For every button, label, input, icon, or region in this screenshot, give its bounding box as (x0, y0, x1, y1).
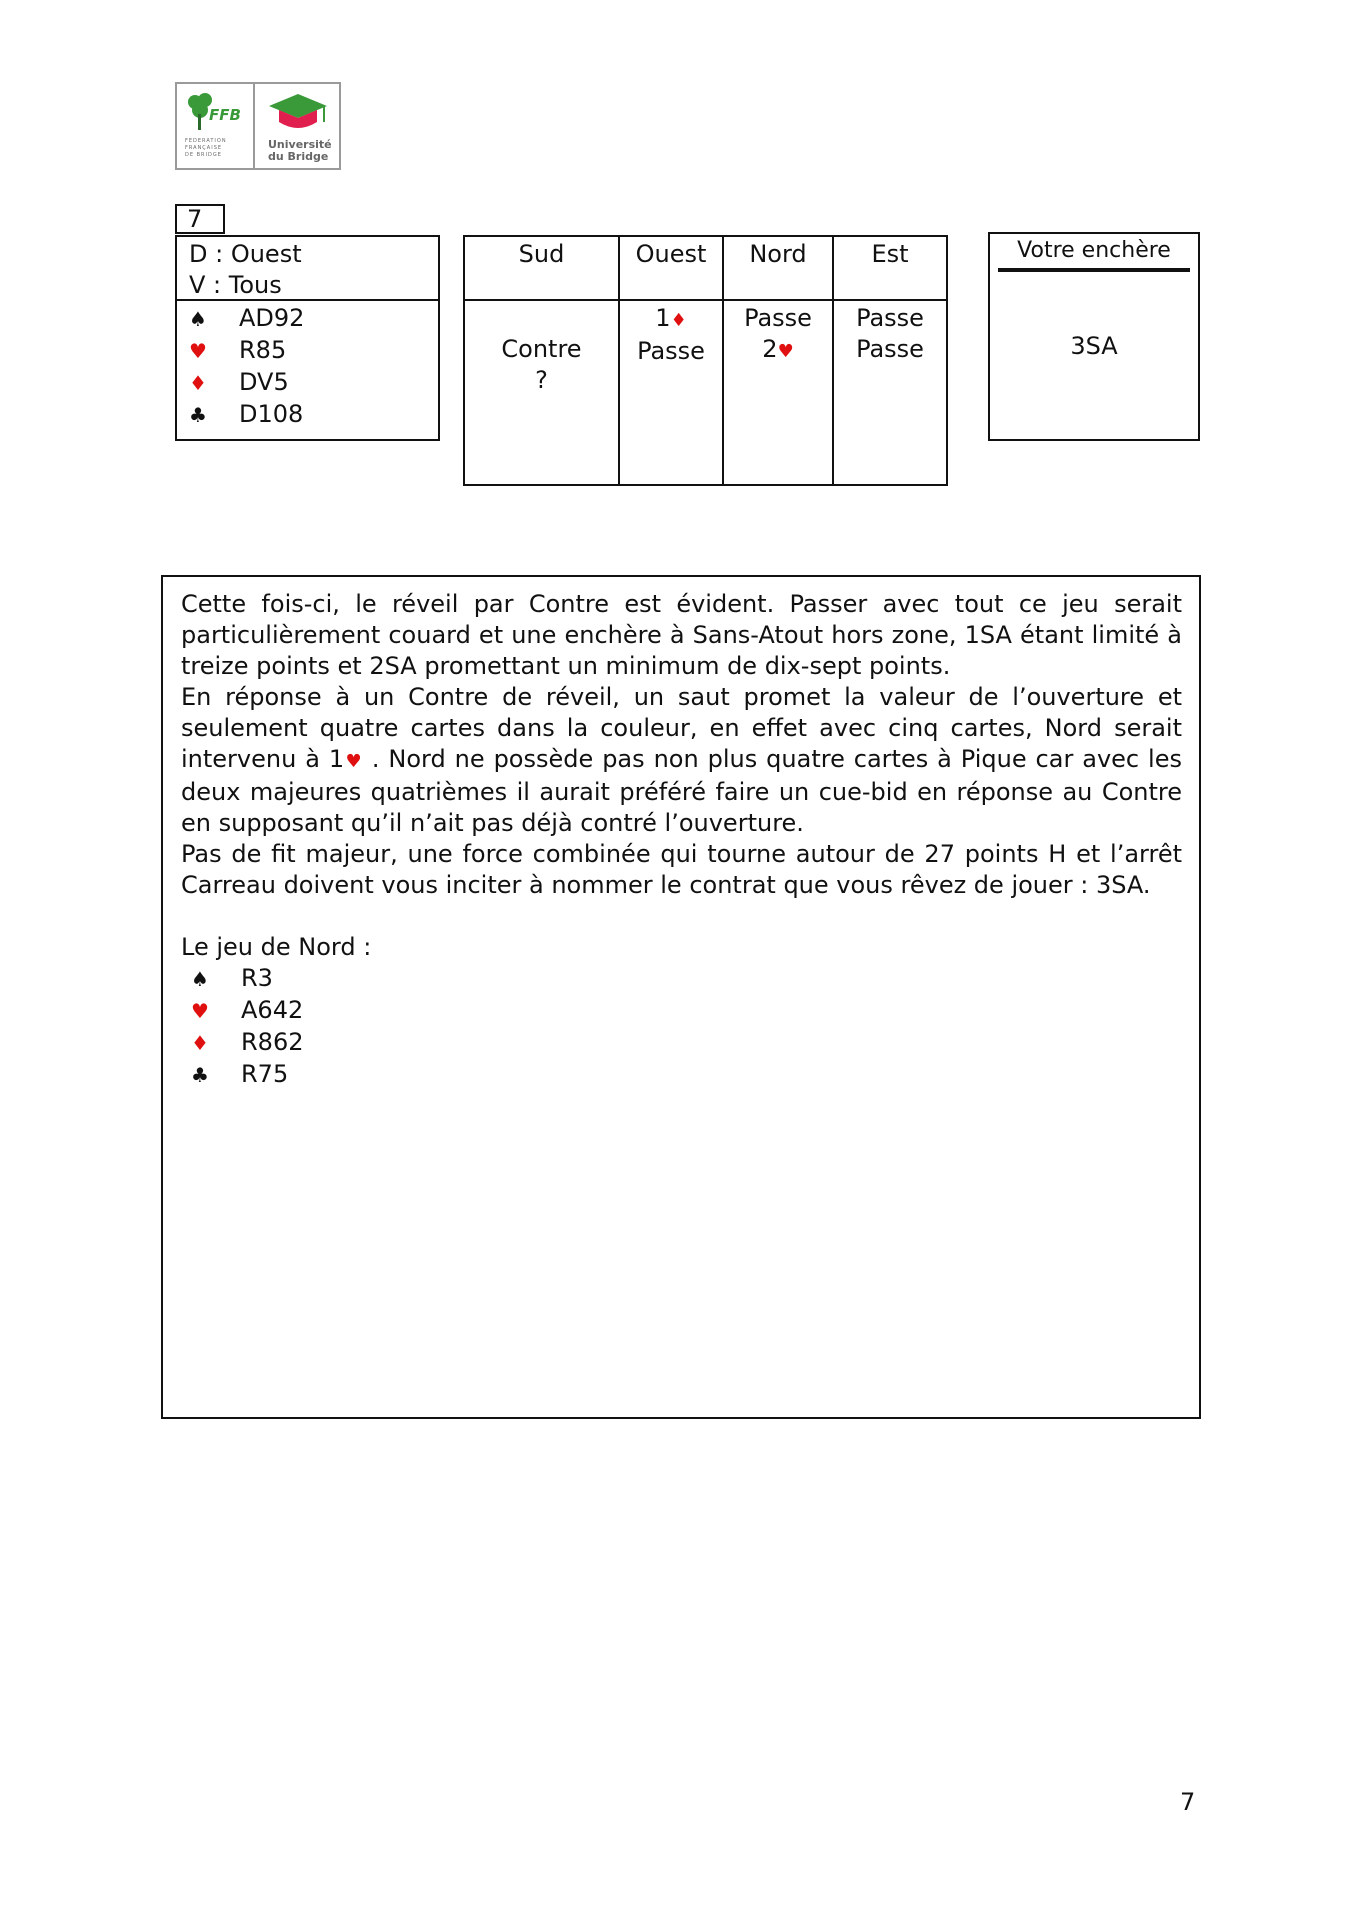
deal-number: 7 (175, 204, 225, 234)
est-bid-1: Passe (856, 304, 924, 332)
sud-bid-question: ? (535, 366, 548, 394)
hand-header (177, 237, 438, 301)
nord-hearts-row (191, 995, 1182, 1027)
dealer-line: D : Ouest (189, 240, 302, 268)
heart-icon: ♥ (189, 339, 207, 363)
nord-diamonds-row (191, 1027, 1182, 1059)
explanation-paragraph-1: Cette fois-ci, le réveil par Contre est évident. Passer avec tout ce jeu serait particulièrement couard et une enchère à Sans-Atout hors zone, 1SA étant limité à treize points et 2SA promettant un minimum de dix-sept points. (181, 590, 1182, 680)
ffb-wordmark: FFB (209, 106, 241, 124)
diamond-icon: ♦ (191, 1031, 209, 1055)
est-column (834, 301, 946, 484)
hand-cards: D108 (239, 400, 304, 428)
spade-icon: ♠ (191, 967, 209, 991)
sud-column (465, 301, 620, 484)
header-nord: Nord (724, 237, 834, 301)
ffb-logo (175, 82, 341, 170)
nord-cards: R3 (241, 964, 273, 992)
header-ouest: Ouest (620, 237, 724, 301)
explanation-paragraph-2: En réponse à un Contre de réveil, un saut promet la valeur de l’ouverture et seulement quatre cartes dans la couleur, en effet avec cinq cartes, Nord serait intervenu à 1♥ . Nord ne possède pas non plus quatre cartes à Pique car avec les deux majeures quatrièmes il aurait préféré faire un cue-bid en réponse au Contre en supposant qu’il n’ait pas déjà contré l’ouverture. (181, 683, 1182, 837)
hand-cards: AD92 (239, 304, 305, 332)
ffb-subtitle: FEDERATION FRANÇAISE DE BRIDGE (185, 138, 227, 158)
answer-value: 3SA (1070, 332, 1118, 360)
sud-bid-empty (465, 303, 618, 334)
south-hand (177, 301, 438, 431)
nord-cards: A642 (241, 996, 304, 1024)
auction-table (463, 235, 948, 486)
nord-clubs-row (191, 1059, 1182, 1091)
universite-logo (255, 84, 339, 168)
diamond-icon: ♦ (189, 371, 207, 395)
hand-cards: R85 (239, 336, 287, 364)
nord-spades-row (191, 963, 1182, 995)
answer-title: Votre enchère (998, 236, 1190, 272)
page-number: 7 (1180, 1788, 1196, 1816)
header-est: Est (834, 237, 946, 301)
heart-icon: ♥ (191, 999, 209, 1023)
club-icon: ♣ (189, 403, 207, 427)
heart-icon: ♥ (344, 751, 363, 772)
nord-column (724, 301, 834, 484)
nord-bid-1: Passe (744, 304, 812, 332)
universite-text: Université du Bridge (268, 138, 332, 163)
hand-spades-row (189, 303, 438, 335)
ouest-bid-1: 1♦ (655, 304, 687, 332)
hand-box (175, 235, 440, 441)
ouest-column (620, 301, 724, 484)
ffb-logo-left (177, 84, 255, 168)
explanation-paragraph-3: Pas de fit majeur, une force combinée qui tourne autour de 27 points H et l’arrêt Carreau doivent vous inciter à nommer le contrat que vous rêvez de jouer : 3SA. (181, 840, 1182, 899)
hand-diamonds-row (189, 367, 438, 399)
spacer (181, 901, 1182, 932)
answer-box (988, 232, 1200, 441)
nord-hand-title: Le jeu de Nord : (181, 933, 372, 961)
hand-cards: DV5 (239, 368, 289, 396)
nord-bid-2: 2♥ (762, 335, 794, 363)
ouest-bid-2: Passe (637, 337, 705, 365)
heart-icon: ♥ (777, 341, 794, 362)
vulnerability-line: V : Tous (189, 271, 282, 299)
hand-clubs-row (189, 399, 438, 431)
nord-hand (181, 963, 1182, 1091)
hand-hearts-row (189, 335, 438, 367)
explanation-box (161, 575, 1201, 1419)
nord-cards: R75 (241, 1060, 289, 1088)
nord-cards: R862 (241, 1028, 304, 1056)
diamond-icon: ♦ (670, 310, 687, 331)
spade-icon: ♠ (189, 307, 207, 331)
header-sud: Sud (465, 237, 620, 301)
graduation-cap-icon (265, 92, 331, 134)
est-bid-2: Passe (856, 335, 924, 363)
club-icon: ♣ (191, 1063, 209, 1087)
sud-bid-contre: Contre (501, 335, 582, 363)
